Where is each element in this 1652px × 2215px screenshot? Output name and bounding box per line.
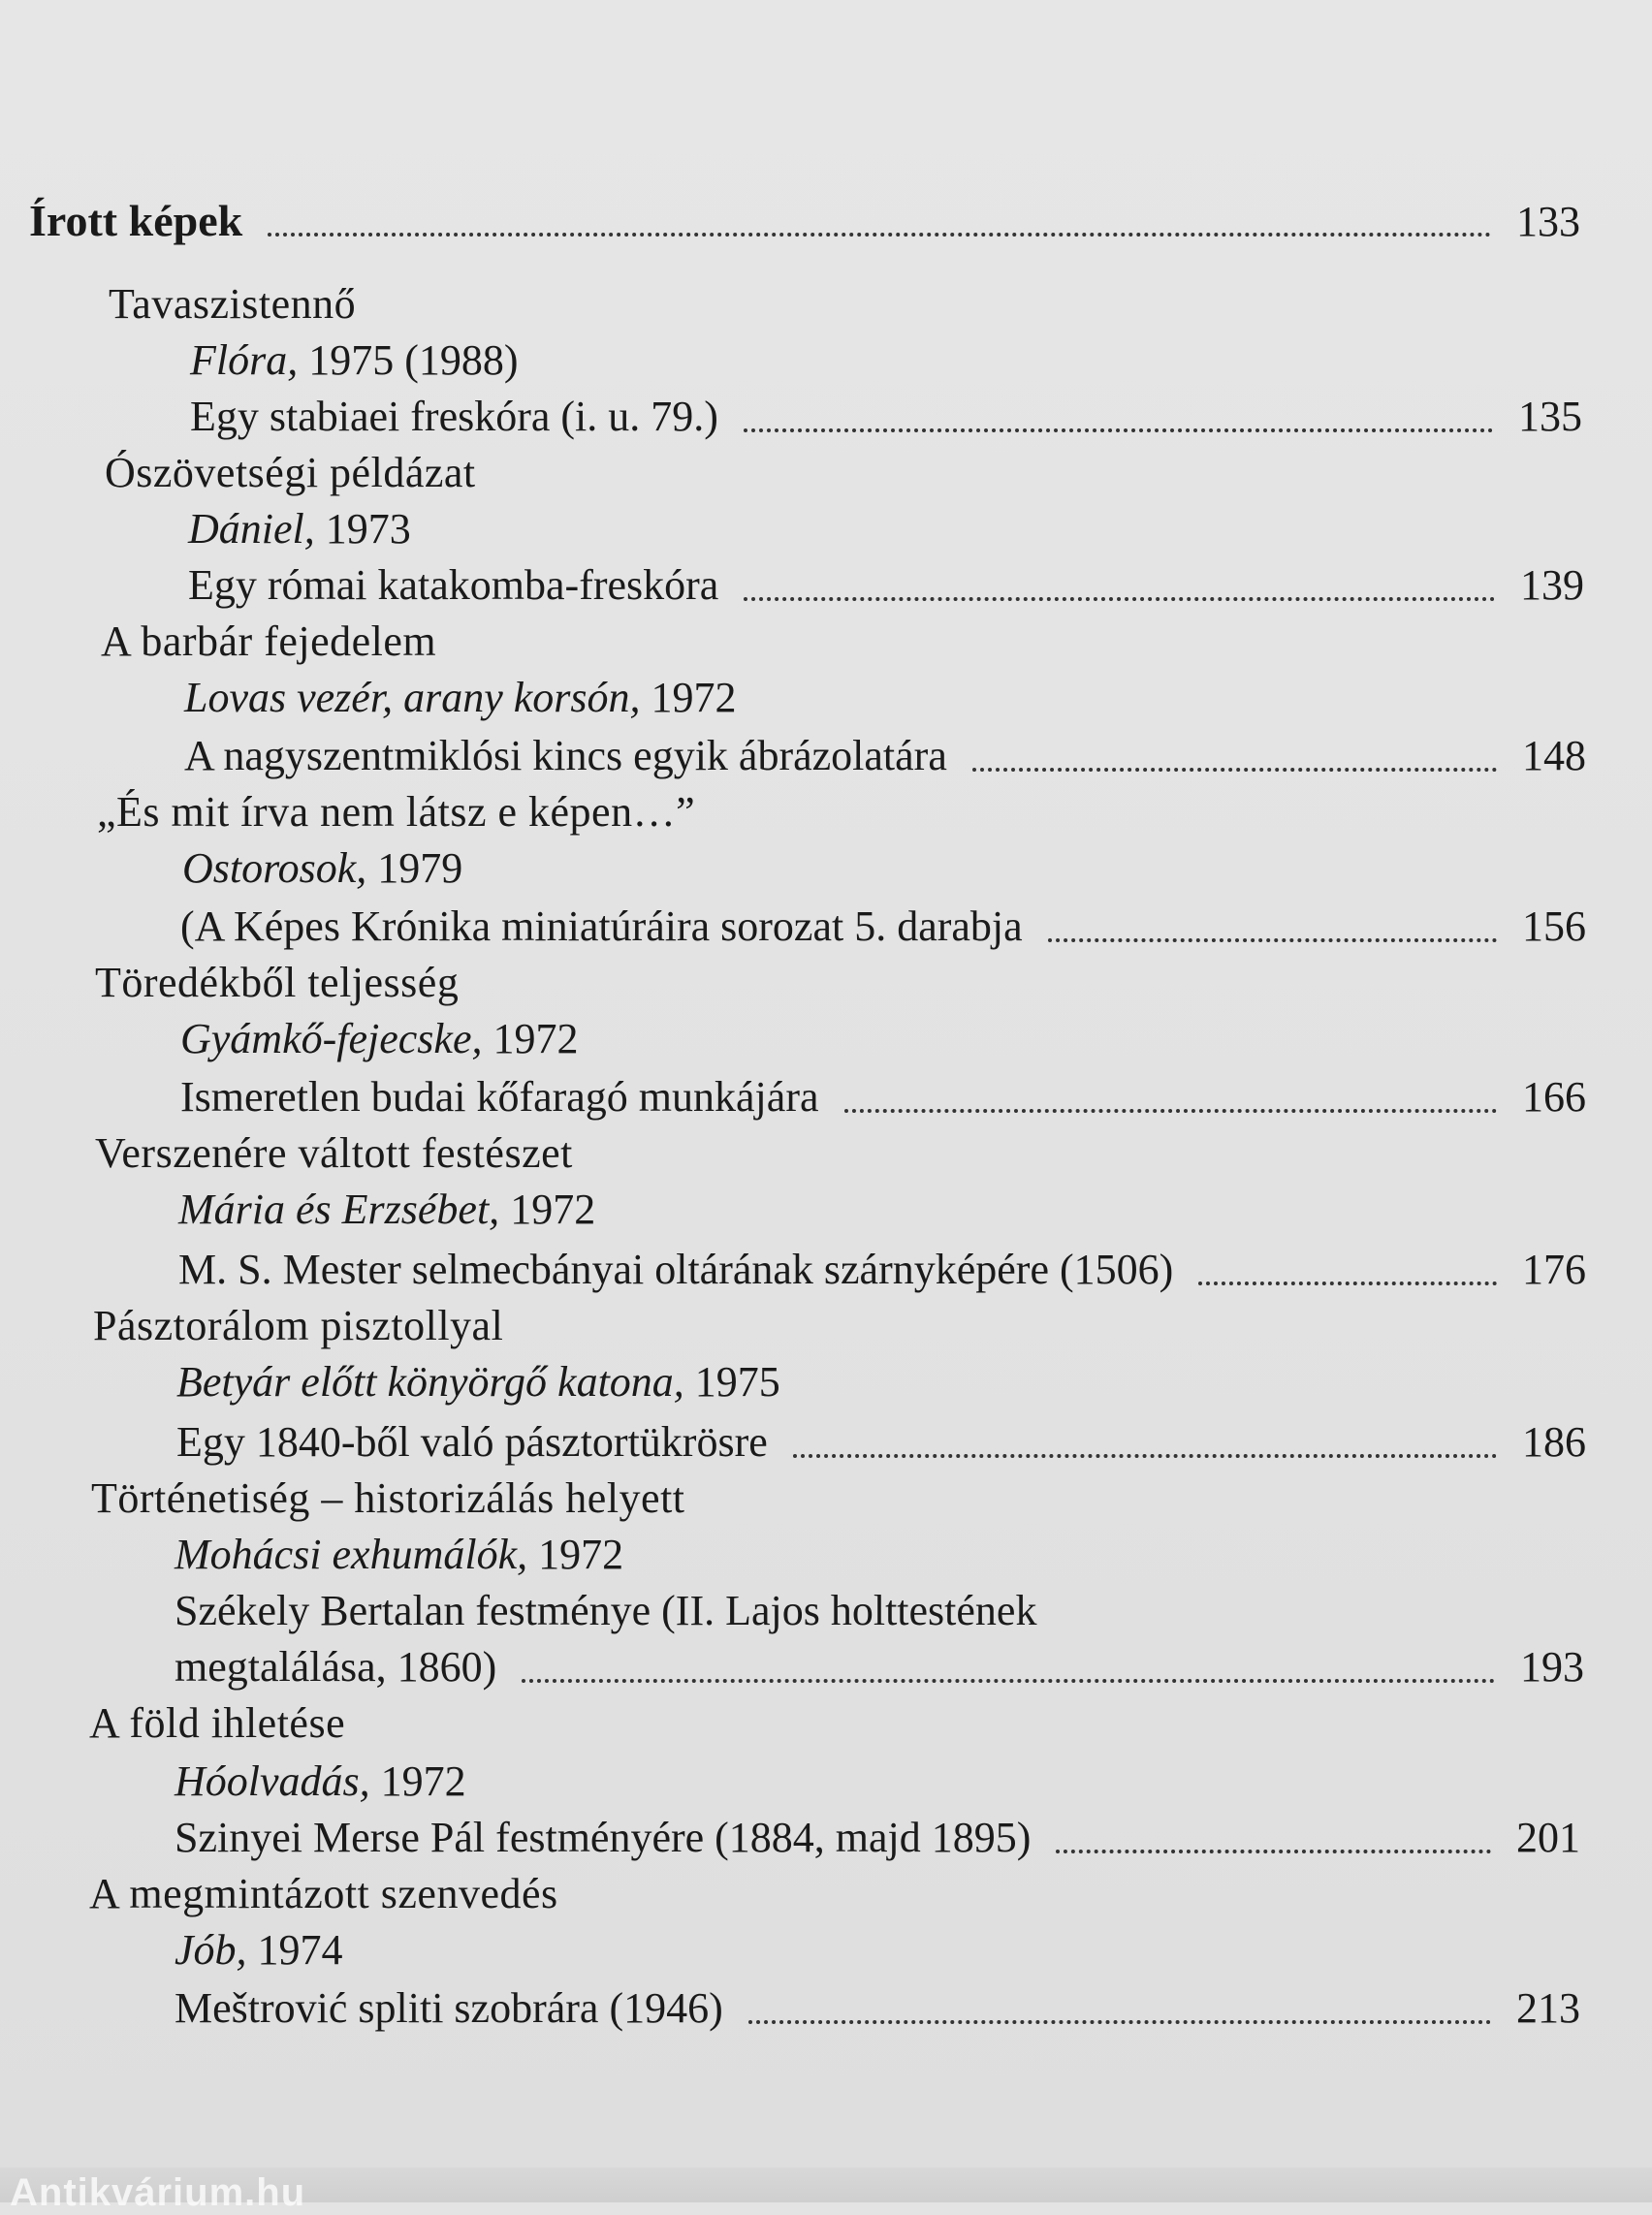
toc-entry-title: A megmintázott szenvedés <box>89 1870 558 1917</box>
toc-entry-title: Ószövetségi példázat <box>105 449 476 496</box>
watermark: Antikvárium.hu <box>10 2171 306 2214</box>
toc-entry-title: A barbár fejedelem <box>101 617 437 665</box>
toc-entry-subject: M. S. Mester selmecbányai oltárának szárnyképére (1506) 176 <box>178 1241 1586 1299</box>
toc-entry-subject: Egy 1840-ből való pásztortükrösre 186 <box>176 1413 1586 1471</box>
toc-entry-work: Jób, 1974 <box>175 1926 343 1974</box>
dot-leader <box>744 428 1493 432</box>
toc-entry-subject: (A Képes Krónika miniatúráira sorozat 5. darabja 156 <box>180 898 1586 956</box>
dot-leader <box>268 233 1491 237</box>
page-number: 186 <box>1522 1418 1586 1466</box>
toc-entry-work: Betyár előtt könyörgő katona, 1975 <box>176 1358 780 1406</box>
dot-leader <box>844 1109 1498 1113</box>
toc-entry-work: Dániel, 1973 <box>188 505 411 553</box>
page-number: 148 <box>1522 732 1586 779</box>
toc-entry-title: Verszenére váltott festészet <box>95 1129 573 1177</box>
toc-entry-work: Lovas vezér, arany korsón, 1972 <box>184 674 737 721</box>
toc-section-heading <box>29 192 1580 250</box>
toc-entry-title: „És mit írva nem látsz e képen…” <box>97 788 696 836</box>
toc-entry-title: Tavaszistennő <box>109 280 357 328</box>
toc-entry-work: Hóolvadás, 1972 <box>175 1757 466 1805</box>
page-number: 176 <box>1522 1246 1586 1293</box>
toc-entry-subject-cont: megtalálása, 1860) 193 <box>175 1638 1584 1696</box>
toc-entry-work: Gyámkő-fejecske, 1972 <box>180 1015 579 1062</box>
dot-leader <box>744 597 1495 601</box>
toc-entry-title: Történetiség – historizálás helyett <box>91 1474 685 1522</box>
dot-leader <box>1056 1850 1491 1853</box>
toc-entry-subject: Ismeretlen budai kőfaragó munkájára 166 <box>180 1068 1586 1126</box>
dot-leader <box>522 1679 1495 1683</box>
dot-leader <box>748 2020 1491 2024</box>
toc-entry-work: Ostorosok, 1979 <box>182 844 463 892</box>
toc-entry-title: Töredékből teljesség <box>95 959 460 1006</box>
dot-leader <box>793 1454 1497 1458</box>
page-number: 156 <box>1522 902 1586 950</box>
page-number: 135 <box>1518 393 1582 440</box>
page-number: 201 <box>1516 1814 1580 1861</box>
toc-entry-title: A föld ihletése <box>89 1699 346 1747</box>
dot-leader <box>972 768 1497 772</box>
toc-entry-subject: A nagyszentmiklósi kincs egyik ábrázolatára 148 <box>184 727 1586 785</box>
page-number: 139 <box>1520 561 1584 609</box>
page-number: 213 <box>1516 1984 1580 2032</box>
toc-entry-subject: Meštrović spliti szobrára (1946) 213 <box>175 1979 1580 2038</box>
page-number: 166 <box>1522 1073 1586 1121</box>
toc-entry-subject: Székely Bertalan festménye (II. Lajos holttestének <box>175 1587 1037 1634</box>
toc-entry-work: Flóra, 1975 (1988) <box>190 336 519 384</box>
toc-entry-work: Mária és Erzsébet, 1972 <box>178 1186 596 1233</box>
section-title: Írott képek <box>29 196 243 245</box>
toc-entry-subject: Egy római katakomba-freskóra 139 <box>188 556 1584 615</box>
toc-entry-title: Pásztorálom pisztollyal <box>93 1302 504 1349</box>
page-number: 193 <box>1520 1643 1584 1691</box>
dot-leader <box>1198 1282 1497 1285</box>
toc-entry-subject: Szinyei Merse Pál festményére (1884, majd 1895) 201 <box>175 1809 1580 1867</box>
page-number: 133 <box>1516 198 1580 245</box>
toc-entry-subject: Egy stabiaei freskóra (i. u. 79.) 135 <box>190 388 1582 446</box>
dot-leader <box>1048 938 1497 942</box>
toc-entry-work: Mohácsi exhumálók, 1972 <box>175 1531 624 1578</box>
